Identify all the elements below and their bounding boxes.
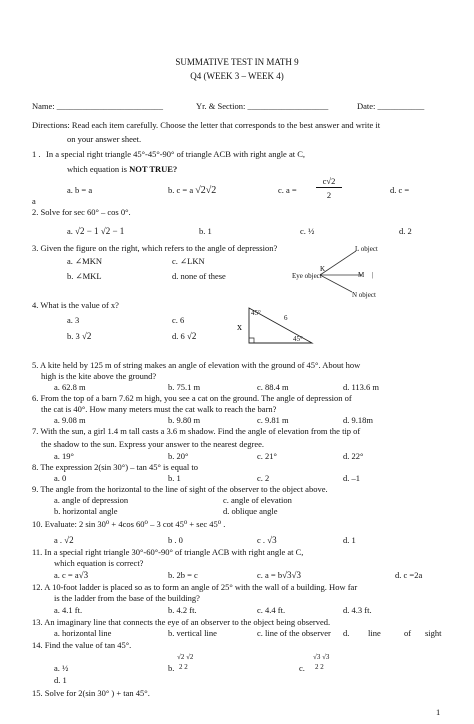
q4-stem: 4. What is the value of x? [32,300,119,310]
q2-stem: 2. Solve for sec 60° – cos 0°. [32,207,131,217]
q3-stem: 3. Given the figure on the right, which refers to the angle of depression? [32,243,278,253]
q9-stem: 9. The angle from the horizontal to the line of sight of the observer to the object above. [32,484,328,494]
q1-stem-text: which equation is [67,164,130,174]
q6-stem-line1: 6. From the top of a barn 7.62 m high, you see a cat on the ground. The angle of depression of [32,393,352,403]
q2-option-d: d. 2 [399,226,412,236]
q11-option-a-math: √3 [78,570,89,580]
q13-option-c: c. line of the observer [257,628,331,638]
name-field: Name: _________________________ [32,101,164,111]
q13-option-d-d: d. [343,628,350,638]
q12-option-b: b. 4.2 ft. [168,605,197,615]
q1-option-d: d. c = [390,185,410,195]
fig4-bottom-angle: 45° [293,335,303,343]
fig3-label-l: L object [355,245,378,253]
q10-option-c-math: √3 [267,535,277,545]
q3-option-a: a. ∠MKN [67,256,102,266]
q3-option-b: b. ∠MKL [67,271,102,281]
q13-option-d-of: of [404,628,412,638]
q12-option-d: d. 4.3 ft. [343,605,372,615]
directions-line1: Directions: Read each item carefully. Choose the letter that corresponds to the best answer and write it [32,120,381,130]
q1-option-d-wrap: a [32,196,36,206]
q5-option-c: c. 88.4 m [257,382,289,392]
q1-fraction-bar [316,187,342,188]
line-to-l [320,251,356,275]
line-to-n [320,275,352,292]
q14-option-a: a. ½ [54,663,69,673]
q13-option-d-line: line [368,628,381,638]
q3-option-d: d. none of these [172,271,226,281]
q1-option-a: a. b = a [67,185,93,195]
q9-option-d: d. oblique angle [223,506,278,516]
q5-option-b: b. 75.1 m [168,382,201,392]
q14-option-d: d. 1 [54,675,67,685]
fig4-x-label: x [237,322,242,333]
q14-option-c-numerators: √3 √3 [313,653,330,661]
q5-option-d: d. 113.6 m [343,382,380,392]
q12-option-a: a. 4.1 ft. [54,605,83,615]
q6-option-a: a. 9.08 m [54,415,86,425]
q6-option-c: c. 9.81 m [257,415,289,425]
date-field: Date: ___________ [357,101,425,111]
q15-stem: 15. Solve for 2(sin 30° ) + tan 45°. [32,688,150,698]
q4-option-d-label: d. 6 [172,331,185,341]
q3-option-c: c. ∠LKN [172,256,205,266]
q10-option-d: d. 1 [343,535,356,545]
q4-option-a: a. 3 [67,315,80,325]
q1-option-c-numerator: c√2 [322,176,336,186]
q8-option-c: c. 2 [257,473,270,483]
section-field: Yr. & Section: ___________________ [196,101,329,111]
q6-stem-line2: the cat is 40°. How many meters must the cat walk to reach the barn? [41,404,277,414]
test-title: SUMMATIVE TEST IN MATH 9 [175,57,299,67]
q14-option-b-numerators: √2 √2 [177,653,194,661]
q1-stem-line1: In a special right triangle 45°-45°-90° of triangle ACB with right angle at C, [46,149,306,159]
q11-option-a [54,571,88,580]
q4-option-c: c. 6 [172,315,185,325]
q14-option-b: b. [168,663,175,673]
q4-option-b-label: b. 3 [67,331,80,341]
q11-option-c-math: √3√3 [282,570,301,580]
page-number: 1 [436,707,441,717]
q2-option-a [67,227,124,236]
q6-option-b: b. 9.80 m [168,415,201,425]
q12-stem-line1: 12. A 10-foot ladder is placed so as to form an angle of 25° with the wall of a building. How far [32,582,358,592]
q10-option-a-math: √2 [64,535,74,545]
q10-option-b: b . 0 [168,535,183,545]
q4-option-b [67,332,91,341]
q13-option-b: b. vertical line [168,628,217,638]
q7-option-c: c. 21° [257,451,277,461]
q1-option-b-label: b. c = a [168,185,194,195]
q14-option-c: c. [299,663,305,673]
q8-option-b: b. 1 [168,473,181,483]
q4-option-d [172,332,196,341]
directions-line2: on your answer sheet. [67,134,142,144]
q4-option-b-math: √2 [81,331,92,341]
q10-option-a [54,536,74,545]
q7-option-d: d. 22° [343,451,364,461]
q11-option-a-label: a. c = a [54,570,79,580]
q11-option-c [257,571,301,580]
q1-option-b-math: √2√2 [195,185,217,196]
right-angle-mark [249,338,254,343]
q10-option-a-label: a . [54,535,63,545]
q14-stem: 14. Find the value of tan 45°. [32,640,132,650]
fig4-top-angle: 45° [251,309,261,317]
q12-stem-line2: is the ladder from the base of the building? [54,593,200,603]
q2-option-c: c. ½ [300,226,315,236]
q5-option-a: a. 62.8 m [54,382,86,392]
q6-option-d: d. 9.18m [343,415,373,425]
q14-option-c-denominators: 2 2 [315,663,324,671]
q7-option-a: a. 19° [54,451,74,461]
q5-stem-line1: 5. A kite held by 125 m of string makes an angle of elevation with the ground of 45°. About how [32,360,361,370]
q9-option-a: a. angle of depression [54,495,129,505]
fig4-side-label: 6 [284,314,288,322]
q7-option-b: b. 20° [168,451,189,461]
q7-stem-line1: 7. With the sun, a girl 1.4 m tall casts a 3.6 m shadow. Find the angle of elevation from the tip of [32,426,361,436]
q11-option-d: d. c =2a [395,570,423,580]
q1-stem-line2 [67,165,177,174]
fig3-label-bar: | [372,271,374,279]
q11-option-c-label: c. a = b [257,570,283,580]
fig3-label-m: M [358,271,365,279]
q5-stem-line2: high is the kite above the ground? [41,371,157,381]
q1-option-c-denominator: 2 [326,190,332,200]
q1-option-b [168,186,216,196]
q11-stem-line2: which equation is correct? [54,558,144,568]
fig3-label-n: N object [352,291,376,299]
q10-option-c-label: c . [257,535,266,545]
q13-stem: 13. An imaginary line that connects the eye of an observer to the object being observed. [32,617,331,627]
q11-option-b: b. 2b = c [168,570,198,580]
q2-option-a-math: √2 − 1 √2 − 1 [75,226,125,236]
q10-stem: 10. Evaluate: 2 sin 30⁰ + 4cos 60⁰ – 3 cot 45⁰ + sec 45⁰ . [32,519,226,529]
q2-option-b: b. 1 [199,226,212,236]
q1-option-c: c. a = [278,185,297,195]
q9-option-b: b. horizontal angle [54,506,118,516]
test-subtitle: Q4 (WEEK 3 – WEEK 4) [190,71,284,81]
q12-option-c: c. 4.4 ft. [257,605,286,615]
q1-not-true: NOT TRUE? [129,164,178,174]
q13-option-d-sight: sight [425,628,442,638]
q1-number: 1 . [32,149,41,159]
q13-option-a: a. horizontal line [54,628,112,638]
q9-option-c: c. angle of elevation [223,495,292,505]
q10-option-c [257,536,277,545]
q2-option-a-label: a. [67,226,73,236]
q8-option-d: d. –1 [343,473,360,483]
fig3-label-k: K [320,265,326,273]
q11-stem-line1: 11. In a special right triangle 30°-60°-90° of triangle ACB with right angle at C, [32,547,304,557]
q14-option-b-denominators: 2 2 [179,663,188,671]
q8-option-a: a. 0 [54,473,67,483]
q4-option-d-math: √2 [186,331,197,341]
q8-stem: 8. The expression 2(sin 30°) – tan 45° is equal to [32,462,198,472]
q7-stem-line2: the shadow to the sun. Express your answer to the nearest degree. [41,439,265,449]
fig3-label-eye: Eye object [292,272,322,280]
